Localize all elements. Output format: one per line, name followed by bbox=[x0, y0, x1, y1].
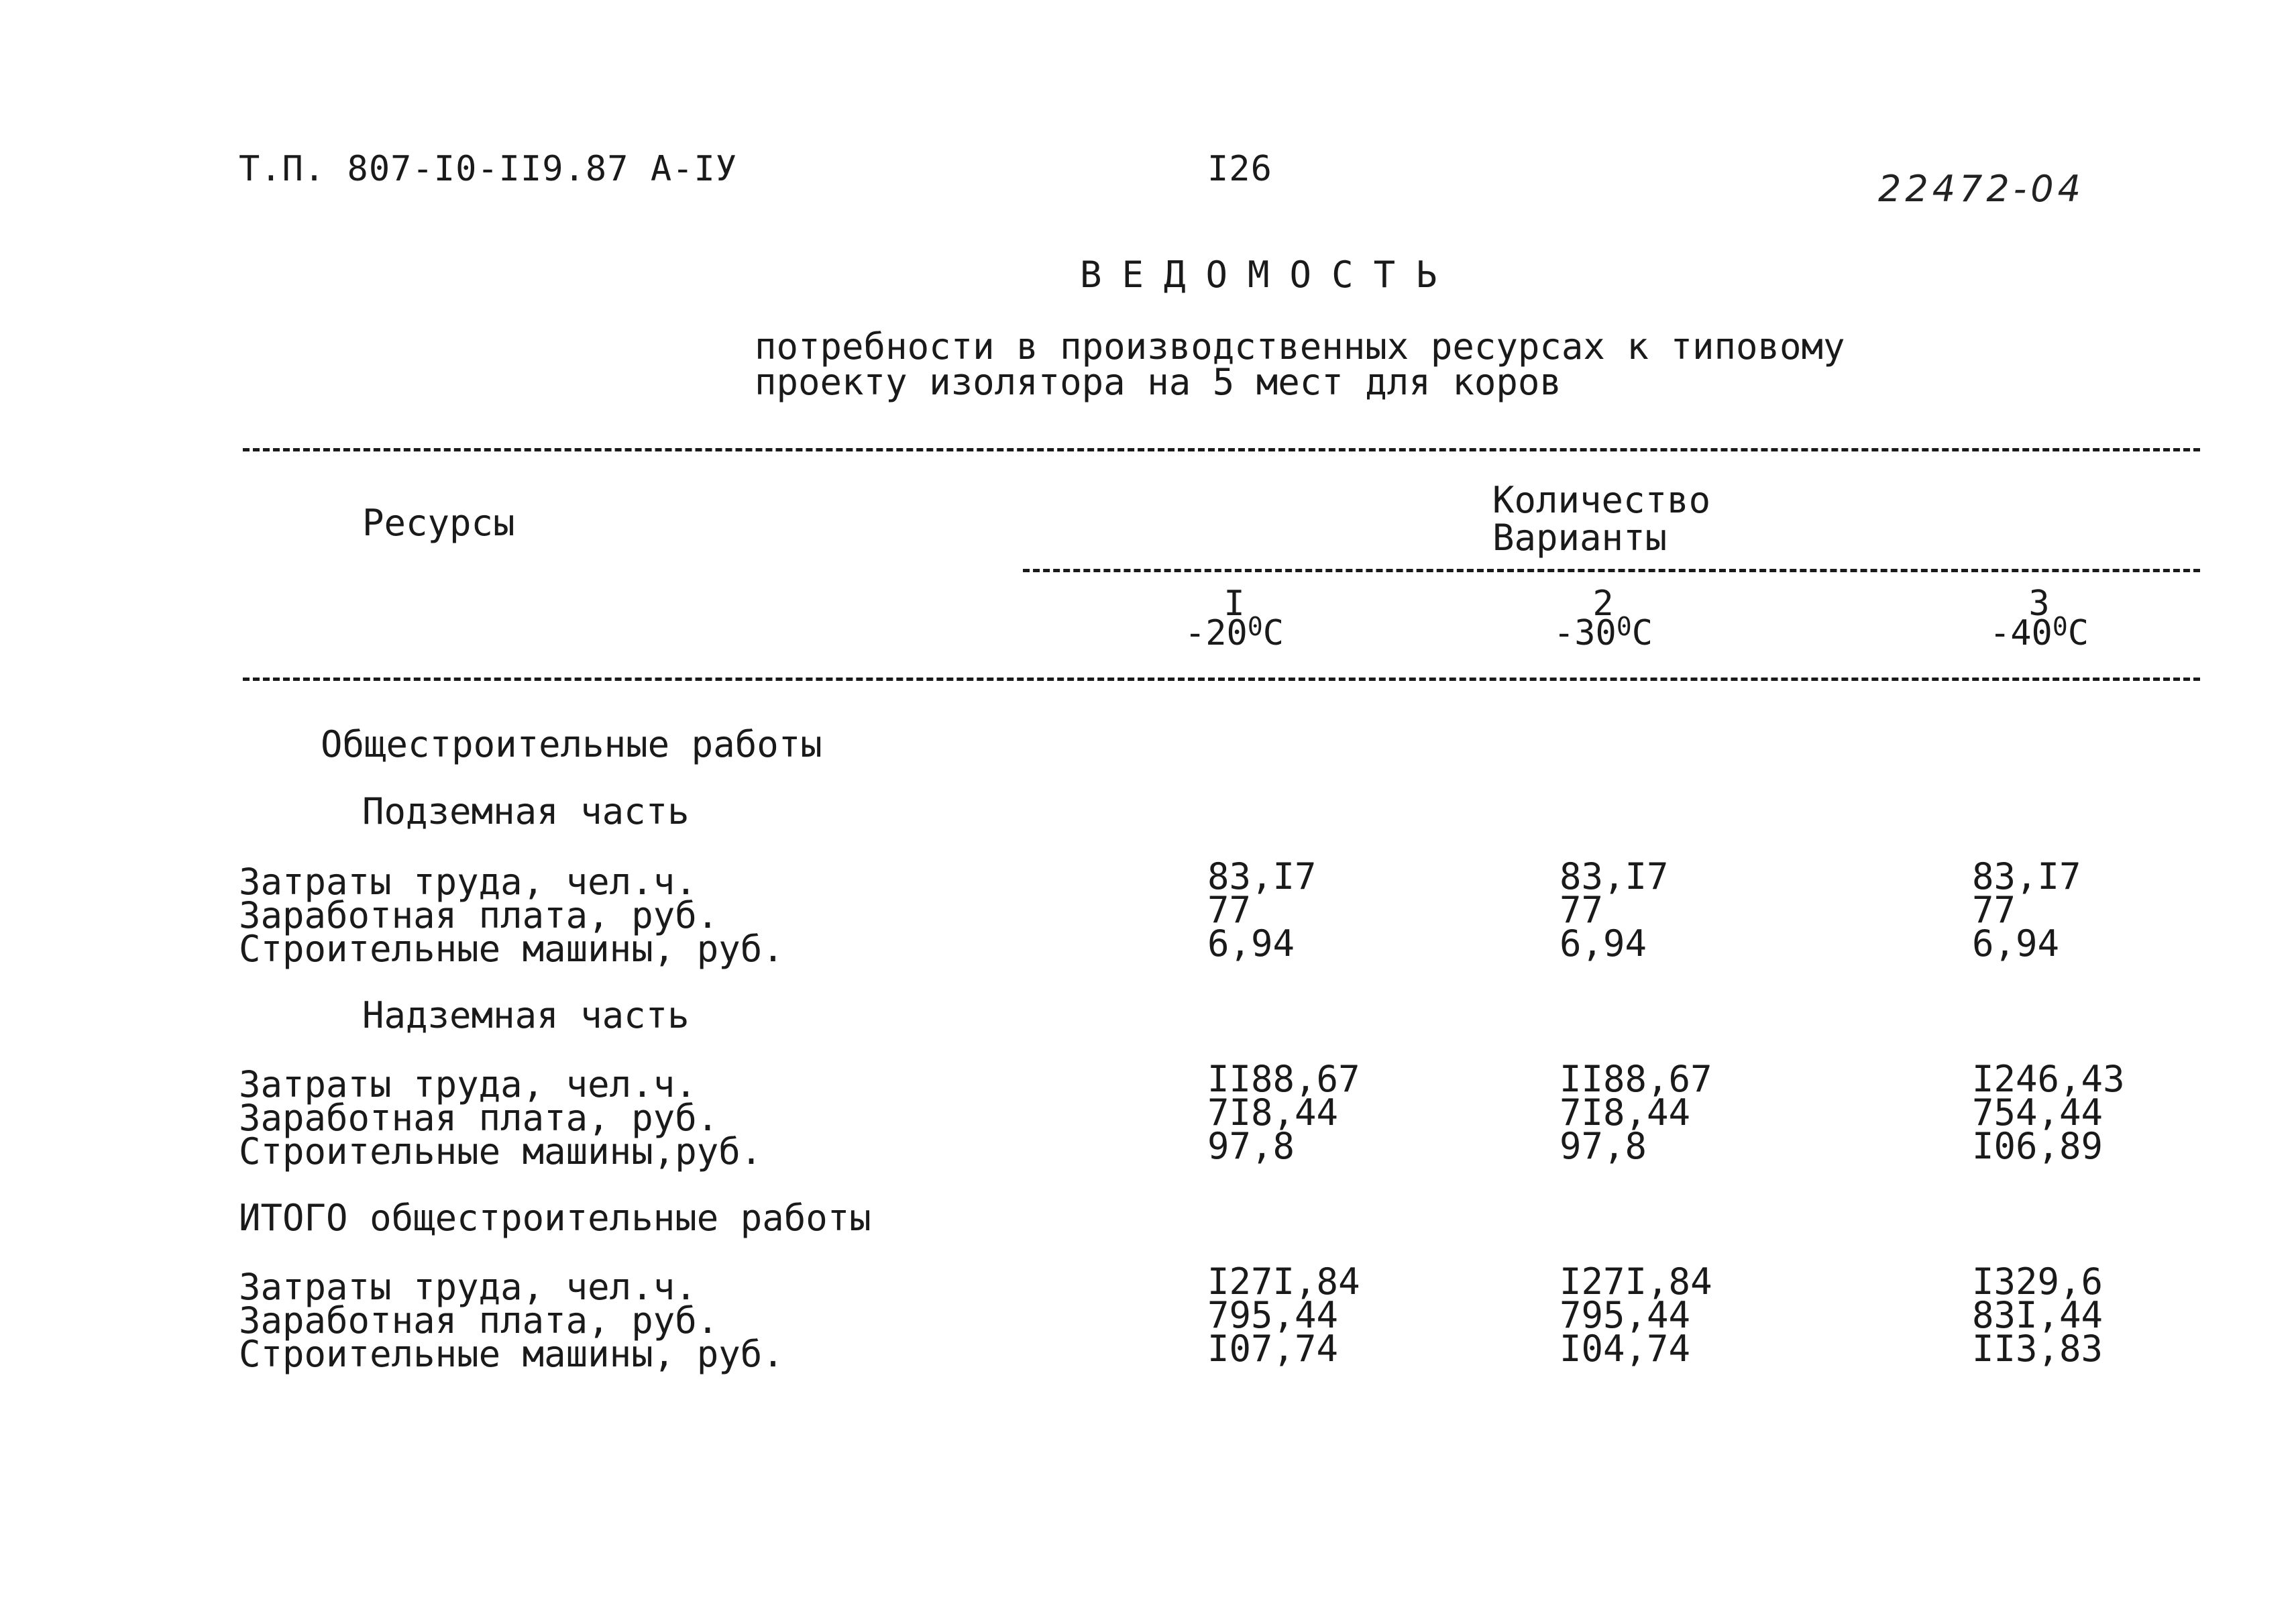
row-label-wages: Заработная плата, руб. bbox=[239, 1299, 719, 1342]
value-cell: I04,74 bbox=[1560, 1328, 1691, 1370]
variants-header: Варианты bbox=[1492, 517, 1668, 559]
value-cell: 795,44 bbox=[1207, 1294, 1339, 1336]
variant-2-number: 2 bbox=[1592, 584, 1614, 624]
inventory-number: 22472-04 bbox=[1878, 168, 2085, 210]
variant-2-temperature: $-30^0C$ bbox=[1553, 612, 1653, 653]
value-cell: 77 bbox=[1972, 889, 2016, 931]
group-total-variant-2 bbox=[1560, 1260, 1712, 1370]
value-cell: II88,67 bbox=[1560, 1058, 1712, 1100]
group-title-aboveground: Надземная часть bbox=[362, 994, 690, 1036]
group-title-total: ИТОГО общестроительные работы bbox=[239, 1197, 871, 1239]
group-aboveground-variant-1 bbox=[1207, 1058, 1360, 1167]
quantity-header: Количество bbox=[1492, 479, 1711, 521]
resources-header: Ресурсы bbox=[362, 502, 515, 544]
row-label-machines: Строительные машины, руб. bbox=[239, 928, 784, 970]
table-top-rule bbox=[243, 448, 2200, 451]
value-cell: 83,I7 bbox=[1207, 855, 1317, 898]
row-label-labor: Затраты труда, чел.ч. bbox=[239, 861, 697, 903]
group-underground-labels bbox=[239, 861, 784, 970]
row-label-wages: Заработная плата, руб. bbox=[239, 894, 719, 936]
value-cell: 77 bbox=[1560, 889, 1604, 931]
row-label-labor: Затраты труда, чел.ч. bbox=[239, 1063, 697, 1105]
value-cell: II88,67 bbox=[1207, 1058, 1360, 1100]
group-aboveground-labels bbox=[239, 1063, 763, 1173]
variants-rule bbox=[1023, 569, 2200, 572]
group-underground-variant-3 bbox=[1972, 855, 2081, 965]
page-number: I26 bbox=[1207, 149, 1272, 189]
value-cell: 97,8 bbox=[1560, 1125, 1647, 1167]
value-cell: 6,94 bbox=[1972, 922, 2060, 965]
value-cell: II3,83 bbox=[1972, 1328, 2103, 1370]
variant-2-header bbox=[1536, 584, 1670, 653]
value-cell: 7I8,44 bbox=[1207, 1091, 1339, 1134]
value-cell: 83I,44 bbox=[1972, 1294, 2103, 1336]
row-label-machines: Строительные машины, руб. bbox=[239, 1333, 784, 1375]
value-cell: 83,I7 bbox=[1560, 855, 1669, 898]
value-cell: I329,6 bbox=[1972, 1260, 2103, 1303]
value-cell: 97,8 bbox=[1207, 1125, 1295, 1167]
document-title: ВЕДОМОСТЬ bbox=[1080, 254, 1458, 296]
group-title-underground: Подземная часть bbox=[362, 790, 690, 832]
group-aboveground-variant-2 bbox=[1560, 1058, 1712, 1167]
value-cell: 83,I7 bbox=[1972, 855, 2081, 898]
group-underground-variant-1 bbox=[1207, 855, 1317, 965]
value-cell: I246,43 bbox=[1972, 1058, 2125, 1100]
variant-3-header bbox=[1972, 584, 2106, 653]
variant-1-header bbox=[1167, 584, 1301, 653]
subtitle-line-2: проекту изолятора на 5 мест для коров bbox=[755, 361, 1562, 403]
group-underground-variant-2 bbox=[1560, 855, 1669, 965]
section-title: Общестроительные работы bbox=[321, 723, 822, 765]
document-code: Т.П. 807-I0-II9.87 А-IУ bbox=[239, 149, 738, 189]
subtitle-line-1: потребности в производственных ресурсах к типовому bbox=[755, 325, 1845, 368]
value-cell: 7I8,44 bbox=[1560, 1091, 1691, 1134]
variant-3-temperature: $-40^0C$ bbox=[1989, 612, 2089, 653]
value-cell: I07,74 bbox=[1207, 1328, 1339, 1370]
value-cell: 754,44 bbox=[1972, 1091, 2103, 1134]
table-header-rule bbox=[243, 678, 2200, 681]
value-cell: 795,44 bbox=[1560, 1294, 1691, 1336]
value-cell: 6,94 bbox=[1560, 922, 1647, 965]
variant-1-temperature: $-20^0C$ bbox=[1184, 612, 1284, 653]
group-total-variant-3 bbox=[1972, 1260, 2103, 1370]
variant-3-number: 3 bbox=[2028, 584, 2050, 624]
value-cell: 77 bbox=[1207, 889, 1252, 931]
variant-1-number: I bbox=[1223, 584, 1245, 624]
group-total-variant-1 bbox=[1207, 1260, 1360, 1370]
row-label-machines: Строительные машины,руб. bbox=[239, 1130, 763, 1173]
group-aboveground-variant-3 bbox=[1972, 1058, 2125, 1167]
row-label-wages: Заработная плата, руб. bbox=[239, 1097, 719, 1139]
row-label-labor: Затраты труда, чел.ч. bbox=[239, 1266, 697, 1308]
value-cell: I27I,84 bbox=[1560, 1260, 1712, 1303]
value-cell: I27I,84 bbox=[1207, 1260, 1360, 1303]
group-total-labels bbox=[239, 1266, 784, 1375]
value-cell: 6,94 bbox=[1207, 922, 1295, 965]
value-cell: I06,89 bbox=[1972, 1125, 2103, 1167]
